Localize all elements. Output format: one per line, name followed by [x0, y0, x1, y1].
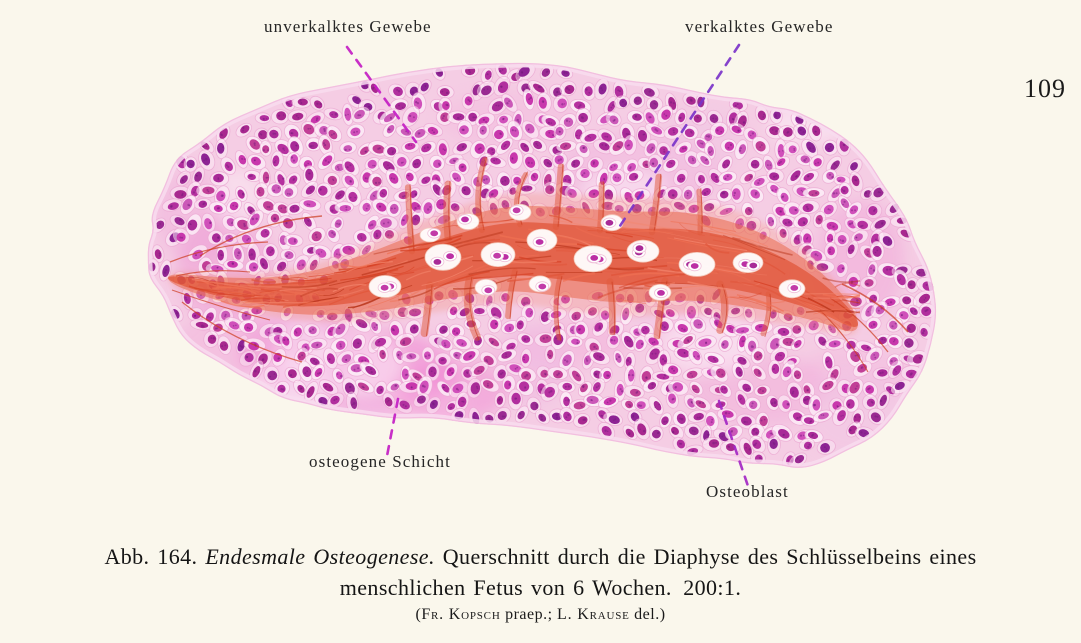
caption-description: Querschnitt durch die Diaphyse des Schlüsselbeins eines [442, 544, 977, 569]
figure-credit [0, 606, 1081, 624]
caption-figure-label: Abb. 164. [104, 544, 198, 569]
caption-line-1 [0, 541, 1081, 572]
credit-open-paren: ( [415, 606, 422, 623]
annotation-uncalcified-tissue: unverkalktes Gewebe [264, 17, 432, 36]
annotation-osteoblast: Osteoblast [706, 482, 789, 501]
figure-caption [0, 541, 1081, 603]
credit-role-1: praep.; [500, 606, 558, 623]
credit-role-2: del.) [629, 606, 666, 623]
caption-figure-title: Endesmale Osteogenese. [205, 544, 435, 569]
credit-illustrator: L. Krause [557, 606, 630, 623]
annotation-calcified-tissue: verkalktes Gewebe [685, 17, 834, 36]
credit-preparator: Fr. Kopsch [421, 606, 501, 623]
tissue-body [147, 58, 939, 471]
page-number: 109 [1024, 74, 1066, 103]
caption-line-2: menschlichen Fetus von 6 Wochen. 200:1. [339, 575, 742, 600]
annotation-osteogenic-layer: osteogene Schicht [309, 452, 451, 471]
